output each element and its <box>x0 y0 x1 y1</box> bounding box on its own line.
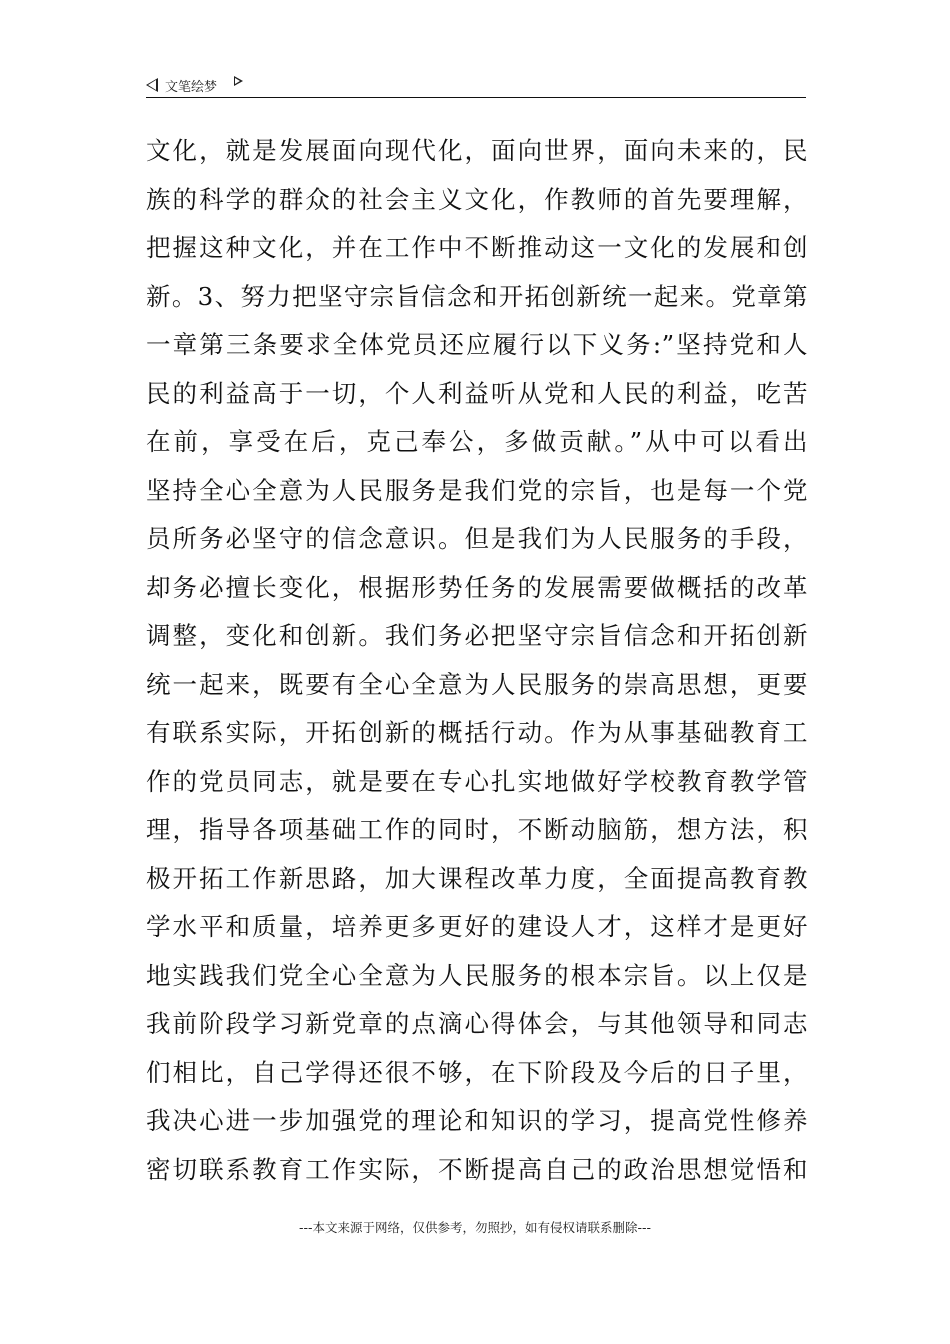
text-line: 我决心进一步加强党的理论和知识的学习，提高党性修养 <box>146 1106 808 1135</box>
header-divider <box>146 97 806 98</box>
text-line: 在前，享受在后，克己奉公，多做贡献。”从中可以看出 <box>146 427 808 456</box>
text-line: 坚持全心全意为人民服务是我们党的宗旨，也是每一个党 <box>146 475 808 505</box>
triangle-right-outline-icon <box>234 76 243 86</box>
text-line: 员所务必坚守的信念意识。但是我们为人民服务的手段， <box>146 524 808 553</box>
text-line: 统一起来，既要有全心全意为人民服务的崇高思想，更要 <box>146 669 808 699</box>
text-line: 作的党员同志，就是要在专心扎实地做好学校教育教学管 <box>146 766 808 796</box>
text-line: 我前阶段学习新党章的点滴心得体会，与其他领导和同志 <box>146 1009 808 1038</box>
text-line: 族的科学的群众的社会主义文化，作教师的首先要理解， <box>146 184 808 214</box>
page-header <box>146 72 806 98</box>
text-line: 理，指导各项基础工作的同时，不断动脑筋，想方法，积 <box>146 815 808 844</box>
text-line: 地实践我们党全心全意为人民服务的根本宗旨。以上仅是 <box>146 960 808 990</box>
page-footer-disclaimer: ---本文来源于网络，仅供参考，勿照抄，如有侵权请联系删除--- <box>298 1220 652 1235</box>
text-line: 调整，变化和创新。我们务必把坚守宗旨信念和开拓创新 <box>146 621 808 650</box>
text-line: 学水平和质量，培养更多更好的建设人才，这样才是更好 <box>146 912 808 941</box>
text-line: 极开拓工作新思路，加大课程改革力度，全面提高教育教 <box>146 863 808 893</box>
body-text <box>146 127 808 1194</box>
text-line: 新。3、努力把坚守宗旨信念和开拓创新统一起来。党章第 <box>146 281 808 311</box>
text-line: 有联系实际，开拓创新的概括行动。作为从事基础教育工 <box>146 718 808 747</box>
text-line: 却务必擅长变化，根据形势任务的发展需要做概括的改革 <box>146 572 808 602</box>
text-line: 密切联系教育工作实际，不断提高自己的政治思想觉悟和 <box>146 1154 808 1184</box>
text-line: 们相比，自己学得还很不够，在下阶段及今后的日子里， <box>146 1057 808 1087</box>
text-line: 把握这种文化，并在工作中不断推动这一文化的发展和创 <box>146 233 808 262</box>
header-title: 文笔绘梦 <box>165 80 218 95</box>
triangle-left-outline-icon <box>146 78 158 92</box>
text-line: 民的利益高于一切，个人利益听从党和人民的利益，吃苦 <box>146 378 808 408</box>
text-line: 一章第三条要求全体党员还应履行以下义务:”坚持党和人 <box>146 330 808 359</box>
text-line: 文化，就是发展面向现代化，面向世界，面向未来的，民 <box>146 136 808 165</box>
